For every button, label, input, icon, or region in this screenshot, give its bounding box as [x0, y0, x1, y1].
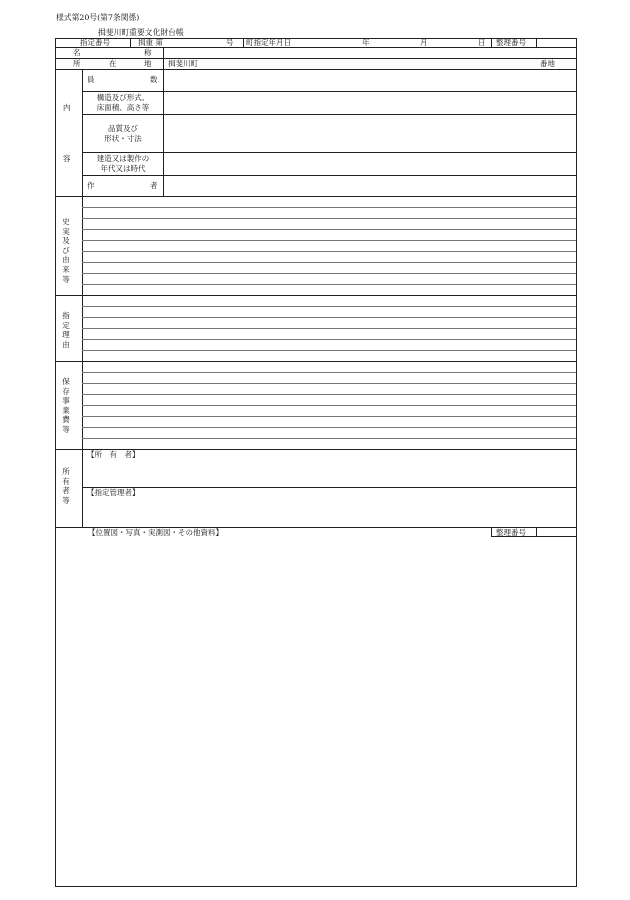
- designation-date-label: 町指定年月日: [246, 38, 291, 47]
- era-label-line1: 建造又は製作の: [96, 154, 150, 163]
- author-label-left: 作: [87, 181, 95, 190]
- era-label-line2: 年代又は時代: [100, 164, 146, 173]
- ibi-prefix-label: 揖重 第: [138, 38, 163, 47]
- structure-label-line1: 構造及び形式、: [96, 93, 150, 102]
- month-label: 月: [420, 38, 428, 47]
- preservation-section-label: 保存事業費等: [62, 377, 70, 434]
- name-field[interactable]: [165, 48, 575, 57]
- quality-field[interactable]: [165, 116, 575, 151]
- quality-label: [83, 124, 163, 144]
- designation-number-label: 指定番号: [80, 38, 110, 47]
- location-label-1: 所: [73, 59, 81, 68]
- preservation-field[interactable]: [84, 363, 574, 448]
- manager-field[interactable]: [84, 499, 574, 525]
- attachments-reference-number-field[interactable]: [537, 528, 575, 536]
- owner-section-label: 所有者等: [62, 467, 70, 505]
- year-label: 年: [362, 38, 370, 47]
- go-label: 号: [226, 38, 234, 47]
- name-label-right: 称: [144, 48, 152, 57]
- contents-label-top: 内: [63, 103, 71, 112]
- structure-label-line2: 床面積、高さ等: [96, 103, 150, 112]
- form-number: 様式第20号(第7条関係): [56, 13, 140, 22]
- owner-label: 【所 有 者】: [87, 450, 140, 459]
- reference-number-field[interactable]: [537, 39, 575, 47]
- history-field[interactable]: [84, 198, 574, 294]
- author-field[interactable]: [165, 177, 575, 195]
- count-label-right: 数: [150, 75, 158, 84]
- location-address-field[interactable]: [205, 59, 535, 68]
- author-label-right: 者: [150, 181, 158, 190]
- reason-field[interactable]: [84, 297, 574, 360]
- era-field[interactable]: [165, 154, 575, 174]
- name-label-left: 名: [73, 48, 81, 57]
- structure-field[interactable]: [165, 93, 575, 113]
- attachments-area[interactable]: [57, 539, 574, 884]
- owner-field[interactable]: [84, 461, 574, 485]
- location-label-3: 地: [144, 59, 152, 68]
- history-section-label: 史実及び由来等: [62, 217, 70, 284]
- manager-label: 【指定管理者】: [87, 488, 140, 497]
- contents-label-bottom: 容: [63, 154, 71, 163]
- attachments-label: 【位置図・写真・実測図・その他資料】: [88, 528, 223, 537]
- count-label-left: 員: [87, 75, 95, 84]
- quality-label-line1: 品質及び: [108, 124, 138, 133]
- form-title: 揖斐川町重要文化財台帳: [98, 28, 184, 37]
- location-lot-suffix: 番地: [540, 59, 555, 68]
- location-town: 揖斐川町: [168, 59, 198, 68]
- attachments-reference-number-label: 整理番号: [496, 528, 526, 537]
- location-label-2: 在: [109, 59, 117, 68]
- structure-label: [83, 93, 163, 113]
- count-field[interactable]: [165, 71, 575, 90]
- era-label: [83, 154, 163, 174]
- day-label: 日: [478, 38, 486, 47]
- reason-section-label: 指定理由: [62, 311, 70, 349]
- reference-number-label: 整理番号: [496, 38, 526, 47]
- quality-label-line2: 形状・寸法: [104, 134, 142, 143]
